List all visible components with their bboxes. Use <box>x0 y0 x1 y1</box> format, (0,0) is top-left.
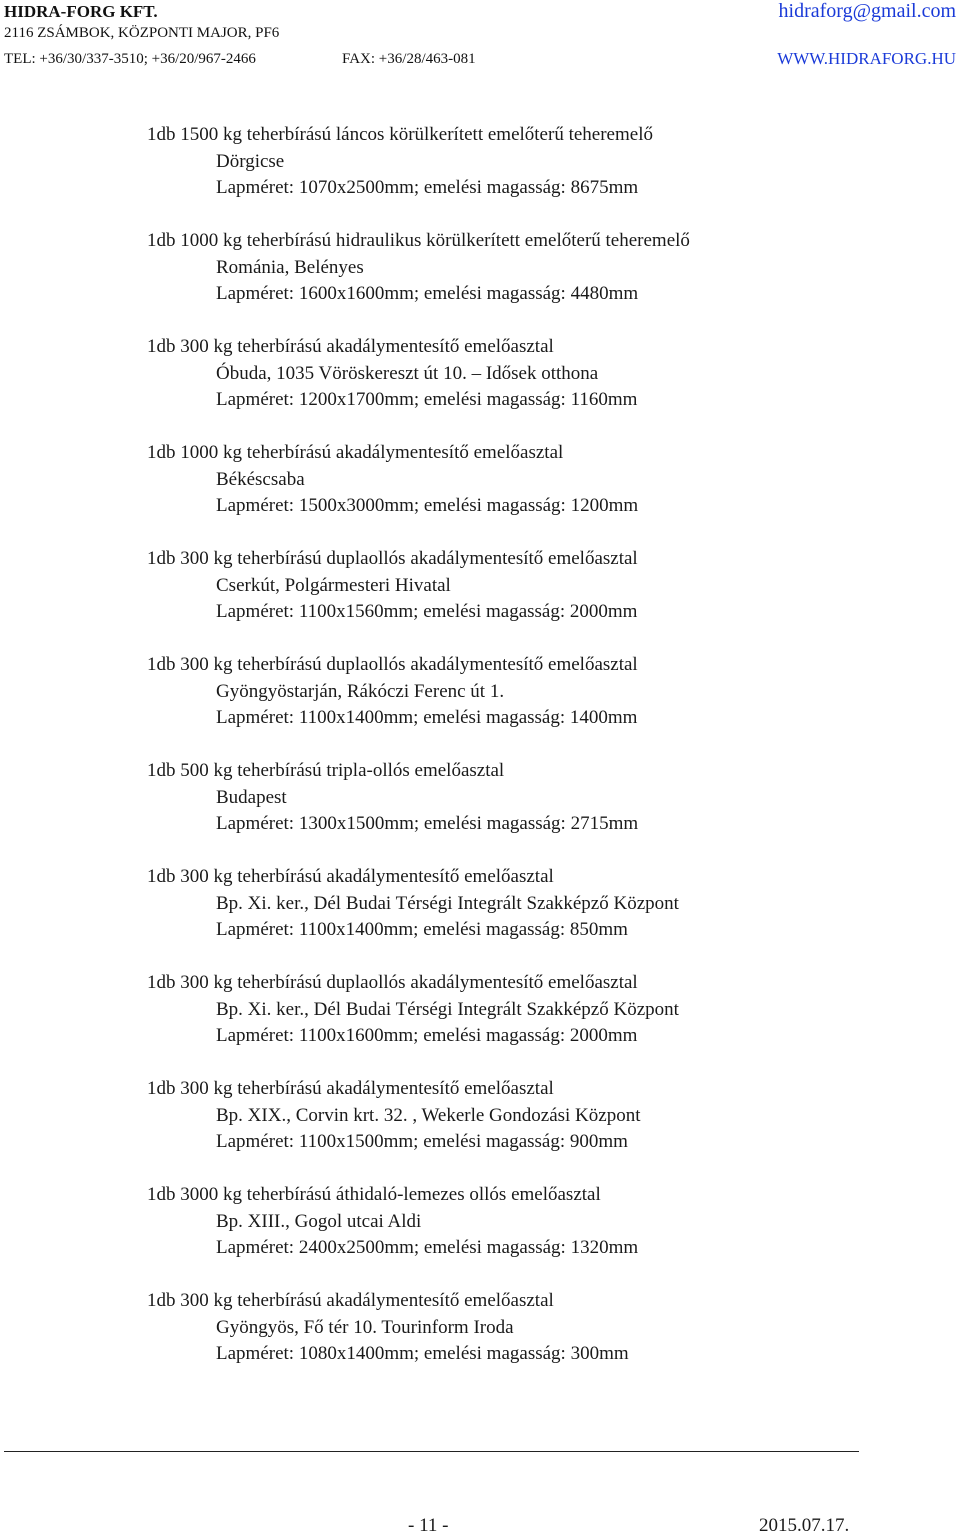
entry-title: 1db 3000 kg teherbírású áthidaló-lemezes ollós emelőasztal <box>147 1184 601 1205</box>
entry-specs: Lapméret: 1100x1500mm; emelési magasság: 900mm <box>216 1131 628 1152</box>
entry-specs: Lapméret: 1200x1700mm; emelési magasság: 1160mm <box>216 389 638 410</box>
entry-location: Bp. XIX., Corvin krt. 32. , Wekerle Gondozási Központ <box>216 1104 641 1126</box>
entry-title: 1db 300 kg teherbírású duplaollós akadálymentesítő emelőasztal <box>147 972 638 993</box>
footer-divider <box>4 1451 859 1452</box>
entry-title: 1db 300 kg teherbírású akadálymentesítő emelőasztal <box>147 336 554 357</box>
entry-location: Bp. XIII., Gogol utcai Aldi <box>216 1210 422 1232</box>
entry-location: Románia, Belényes <box>216 256 364 278</box>
entry-title: 1db 1000 kg teherbírású hidraulikus körülkerített emelőterű teheremelő <box>147 230 690 251</box>
entry-location: Bp. Xi. ker., Dél Budai Térségi Integrált Szakképző Központ <box>216 998 679 1020</box>
entry-title: 1db 500 kg teherbírású tripla-ollós emelőasztal <box>147 760 505 781</box>
footer-date: 2015.07.17. <box>759 1515 850 1536</box>
company-address: 2116 ZSÁMBOK, KÖZPONTI MAJOR, PF6 <box>4 25 280 41</box>
entry-specs: Lapméret: 1300x1500mm; emelési magasság: 2715mm <box>216 813 639 834</box>
company-email-link[interactable]: hidraforg@gmail.com <box>778 0 956 22</box>
page-number: - 11 - <box>408 1515 449 1536</box>
list-item <box>147 122 947 202</box>
company-website-link[interactable]: WWW.HIDRAFORG.HU <box>777 49 956 68</box>
company-phone: TEL: +36/30/337-3510; +36/20/967-2466 <box>4 51 256 67</box>
entry-specs: Lapméret: 1100x1400mm; emelési magasság: 1400mm <box>216 707 638 728</box>
list-item <box>147 652 947 732</box>
entry-specs: Lapméret: 2400x2500mm; emelési magasság: 1320mm <box>216 1237 639 1258</box>
entry-specs: Lapméret: 1080x1400mm; emelési magasság: 300mm <box>216 1343 629 1364</box>
entry-specs: Lapméret: 1070x2500mm; emelési magasság: 8675mm <box>216 177 639 198</box>
list-item <box>147 864 947 944</box>
entry-location: Gyöngyöstarján, Rákóczi Ferenc út 1. <box>216 680 505 702</box>
entry-title: 1db 300 kg teherbírású duplaollós akadálymentesítő emelőasztal <box>147 548 638 569</box>
reference-list <box>147 122 947 1394</box>
entry-location: Bp. Xi. ker., Dél Budai Térségi Integrált Szakképző Központ <box>216 892 679 914</box>
entry-location: Dörgicse <box>216 150 285 172</box>
list-item <box>147 1182 947 1262</box>
company-fax: FAX: +36/28/463-081 <box>342 51 476 67</box>
entry-location: Óbuda, 1035 Vöröskereszt út 10. – Idősek otthona <box>216 362 599 384</box>
entry-location: Békéscsaba <box>216 468 305 490</box>
list-item <box>147 758 947 838</box>
entry-title: 1db 300 kg teherbírású duplaollós akadálymentesítő emelőasztal <box>147 654 638 675</box>
entry-specs: Lapméret: 1500x3000mm; emelési magasság: 1200mm <box>216 495 639 516</box>
entry-location: Gyöngyös, Fő tér 10. Tourinform Iroda <box>216 1316 514 1338</box>
entry-title: 1db 1000 kg teherbírású akadálymentesítő emelőasztal <box>147 442 564 463</box>
entry-title: 1db 300 kg teherbírású akadálymentesítő emelőasztal <box>147 866 554 887</box>
entry-title: 1db 300 kg teherbírású akadálymentesítő emelőasztal <box>147 1290 554 1311</box>
company-name: HIDRA-FORG KFT. <box>4 2 158 21</box>
entry-specs: Lapméret: 1100x1560mm; emelési magasság: 2000mm <box>216 601 638 622</box>
entry-location: Budapest <box>216 786 287 808</box>
list-item <box>147 546 947 626</box>
list-item <box>147 1288 947 1368</box>
list-item <box>147 440 947 520</box>
list-item <box>147 228 947 308</box>
entry-specs: Lapméret: 1100x1400mm; emelési magasság: 850mm <box>216 919 628 940</box>
entry-specs: Lapméret: 1100x1600mm; emelési magasság: 2000mm <box>216 1025 638 1046</box>
page-header <box>0 0 960 75</box>
entry-location: Cserkút, Polgármesteri Hivatal <box>216 574 451 596</box>
entry-title: 1db 1500 kg teherbírású láncos körülkerített emelőterű teheremelő <box>147 124 653 145</box>
entry-specs: Lapméret: 1600x1600mm; emelési magasság: 4480mm <box>216 283 639 304</box>
list-item <box>147 334 947 414</box>
entry-title: 1db 300 kg teherbírású akadálymentesítő emelőasztal <box>147 1078 554 1099</box>
list-item <box>147 1076 947 1156</box>
list-item <box>147 970 947 1050</box>
